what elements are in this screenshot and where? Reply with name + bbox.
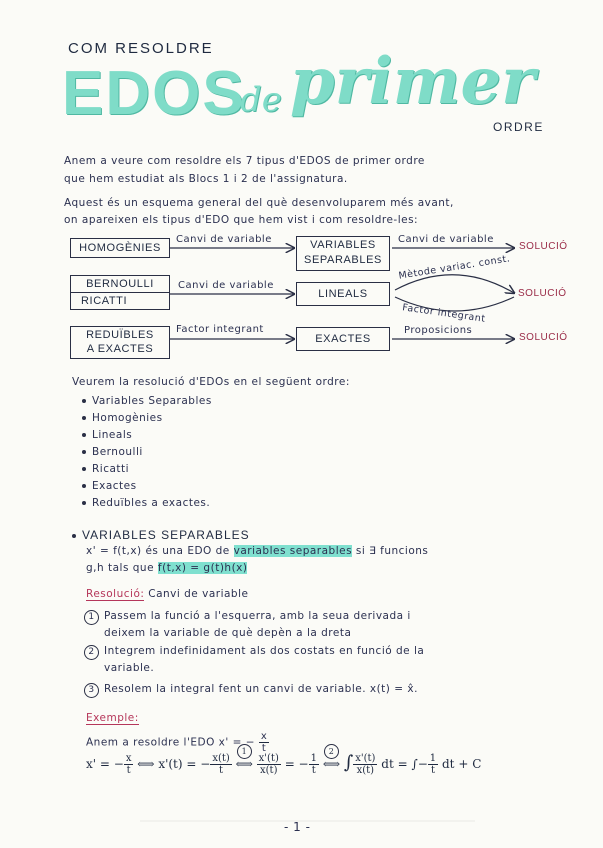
label-canvi3: Canvi de variable bbox=[178, 280, 274, 291]
box-riccati: RICATTI bbox=[70, 292, 170, 310]
label-factor2: Factor integrant bbox=[176, 324, 264, 335]
box-exactes: EXACTES bbox=[296, 327, 390, 351]
definition-line1: x' = f(t,x) és una EDO de variables separables si ∃ funcions bbox=[86, 545, 429, 557]
label-metode: Mètode variac. const. bbox=[397, 253, 511, 282]
solucio-2: SOLUCIÓ bbox=[518, 288, 567, 299]
list-item: Exactes bbox=[82, 478, 212, 495]
list-item: Reduïbles a exactes. bbox=[82, 495, 212, 512]
page-number: - 1 - bbox=[284, 820, 311, 834]
title-de: de bbox=[240, 80, 282, 120]
step-1: 1 Passem la funció a l'esquerra, amb la seua derivada i deixem la variable de què depèn a la dreta bbox=[84, 608, 411, 641]
title-edos: EDOS bbox=[62, 59, 246, 128]
title-top: COM RESOLDRE bbox=[68, 40, 214, 57]
box-lineals: LINEALS bbox=[296, 282, 390, 306]
intro-line4: on apareixen els tipus d'EDO que hem vist i com resoldre-les: bbox=[64, 214, 419, 226]
resolucio-label: Resolució: Canvi de variable bbox=[86, 588, 249, 600]
definition-line2: g,h tals que f(t,x) = g(t)h(x) bbox=[86, 562, 248, 574]
label-proposicions: Proposicions bbox=[404, 325, 473, 336]
list-item: Homogènies bbox=[82, 410, 212, 427]
intro-line1: Anem a veure com resoldre els 7 tipus d'EDOS de primer ordre bbox=[64, 155, 425, 167]
list-item: Ricatti bbox=[82, 461, 212, 478]
title-primer: primer bbox=[290, 44, 535, 119]
example-equation: x' = − $\frac{x}{t}$ ⟺ x'(t) = − $\frac{x(t)}{t}$ 1 ⟺ $\frac{x'(t)}{x(t)}$ = − $\frac{1}{t}$ 2 ⟺ ∫ $\frac{x'(t)}{x(t)}$ dt = ∫− $\frac{1}{t}$ dt + C bbox=[86, 752, 481, 776]
exemple-text: Anem a resoldre l'EDO x' = − $\frac{x}{t}$ bbox=[86, 731, 268, 754]
exemple-label: Exemple: bbox=[86, 712, 139, 724]
list-item: Variables Separables bbox=[82, 393, 212, 410]
label-factor1: Factor integrant bbox=[401, 302, 487, 325]
list-item: Lineals bbox=[82, 427, 212, 444]
solucio-1: SOLUCIÓ bbox=[519, 241, 568, 252]
label-canvi2: Canvi de variable bbox=[398, 234, 494, 245]
section-heading: VARIABLES SEPARABLES bbox=[72, 528, 250, 542]
intro-line3: Aquest és un esquema general del què desenvoluparem més avant, bbox=[64, 197, 454, 209]
solucio-3: SOLUCIÓ bbox=[519, 332, 568, 343]
box-variables-separables: VARIABLES SEPARABLES bbox=[296, 236, 390, 271]
title-ordre: ORDRE bbox=[493, 120, 544, 134]
box-homogenies: HOMOGÈNIES bbox=[70, 238, 170, 258]
box-bernoulli: BERNOULLI bbox=[70, 275, 170, 292]
list-item: Bernoulli bbox=[82, 444, 212, 461]
order-list bbox=[82, 393, 212, 512]
label-canvi1: Canvi de variable bbox=[176, 234, 272, 245]
box-reduibles: REDUÏBLES A EXACTES bbox=[70, 326, 170, 359]
step-2: 2 Integrem indefinidament als dos costats en funció de la variable. bbox=[84, 643, 424, 676]
order-intro: Veurem la resolució d'EDOs en el següent ordre: bbox=[72, 376, 350, 388]
intro-line2: que hem estudiat als Blocs 1 i 2 de l'assignatura. bbox=[64, 173, 348, 185]
step-3: 3 Resolem la integral fent un canvi de variable. x(t) = x̂. bbox=[84, 683, 418, 698]
